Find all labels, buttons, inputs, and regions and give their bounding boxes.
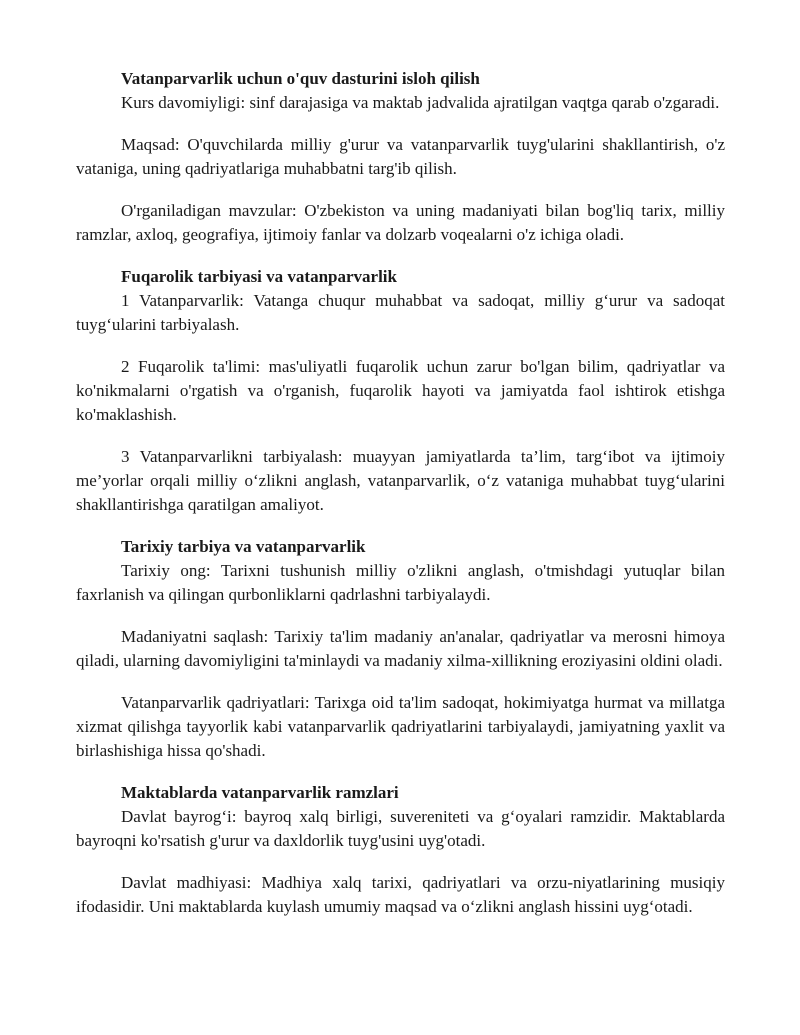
section-heading: Vatanparvarlik uchun o'quv dasturini isloh qilish	[121, 69, 480, 88]
section-patriotic-symbols	[76, 781, 725, 919]
paragraph: 2 Fuqarolik ta'limi: mas'uliyatli fuqarolik uchun zarur bo'lgan bilim, qadriyatlar va ko'nikmalarni o'rgatish va o'rganish, fuqarolik hayoti va jamiyatda faol ishtirok etishga ko'maklashish.	[76, 357, 725, 424]
paragraph: Maqsad: O'quvchilarda milliy g'urur va vatanparvarlik tuyg'ularini shakllantirish, o'z vataniga, uning qadriyatlariga muhabbatni targ'ib qilish.	[76, 135, 725, 178]
paragraph: Madaniyatni saqlash: Tarixiy ta'lim madaniy an'analar, qadriyatlar va merosni himoya qiladi, ularning davomiyligini ta'minlaydi va madaniy xilma-xillikning eroziyasini oldini oladi.	[76, 627, 725, 670]
paragraph: Kurs davomiyligi: sinf darajasiga va maktab jadvalida ajratilgan vaqtga qarab o'zgaradi.	[121, 93, 720, 112]
paragraph: Davlat madhiyasi: Madhiya xalq tarixi, qadriyatlari va orzu-niyatlarining musiqiy ifodasidir. Uni maktablarda kuylash umumiy maqsad va o‘zlikni anglash hissini uyg‘otadi.	[76, 873, 725, 916]
section-civic-education	[76, 265, 725, 517]
section-historical-education	[76, 535, 725, 763]
section-heading: Tarixiy tarbiya va vatanparvarlik	[121, 537, 366, 556]
paragraph: Tarixiy ong: Tarixni tushunish milliy o'zlikni anglash, o'tmishdagi yutuqlar bilan faxrlanish va qilingan qurbonliklarni qadrlashni tarbiyalaydi.	[76, 561, 725, 604]
section-heading: Maktablarda vatanparvarlik ramzlari	[121, 783, 399, 802]
section-heading: Fuqarolik tarbiyasi va vatanparvarlik	[121, 267, 397, 286]
paragraph: 3 Vatanparvarlikni tarbiyalash: muayyan jamiyatlarda ta’lim, targ‘ibot va ijtimoiy me’yorlar orqali milliy o‘zlikni anglash, vatanparvarlik, o‘z vataniga muhabbat tuyg‘ularini shakllantirishga qaratilgan amaliyot.	[76, 447, 725, 514]
paragraph: Vatanparvarlik qadriyatlari: Tarixga oid ta'lim sadoqat, hokimiyatga hurmat va millatga xizmat qilishga tayyorlik kabi vatanparvarlik qadriyatlarini tarbiyalaydi, jamiyatning yaxlit va birlashishiga hissa qo'shadi.	[76, 693, 725, 760]
section-curriculum-reform	[76, 67, 725, 247]
paragraph: 1 Vatanparvarlik: Vatanga chuqur muhabbat va sadoqat, milliy g‘urur va sadoqat tuyg‘ularini tarbiyalash.	[76, 291, 725, 334]
paragraph: O'rganiladigan mavzular: O'zbekiston va uning madaniyati bilan bog'liq tarix, milliy ramzlar, axloq, geografiya, ijtimoiy fanlar va dolzarb voqealarni o'z ichiga oladi.	[76, 201, 725, 244]
paragraph: Davlat bayrog‘i: bayroq xalq birligi, suvereniteti va g‘oyalari ramzidir. Maktablarda bayroqni ko'rsatish g'urur va daxldorlik tuyg'usini uyg'otadi.	[76, 807, 725, 850]
